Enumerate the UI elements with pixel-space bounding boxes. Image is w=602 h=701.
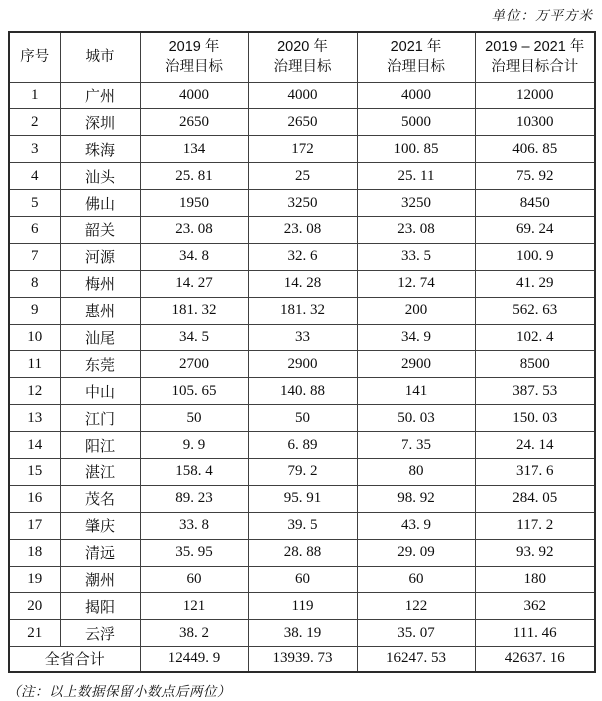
row-total-value: 117. 2 xyxy=(475,512,595,539)
row-index: 15 xyxy=(9,458,60,485)
row-2019-value: 4000 xyxy=(140,82,248,109)
header-2021-line1: 2021 年 xyxy=(390,39,442,56)
row-city: 广州 xyxy=(60,82,140,109)
table-row xyxy=(9,593,595,620)
row-index: 3 xyxy=(9,136,60,163)
row-2019-value: 25. 81 xyxy=(140,163,248,190)
row-2020-value: 4000 xyxy=(248,82,357,109)
row-2021-value: 50. 03 xyxy=(357,405,475,432)
row-2021-value: 122 xyxy=(357,593,475,620)
total-2019: 12449. 9 xyxy=(140,647,248,672)
row-index: 12 xyxy=(9,378,60,405)
row-2019-value: 14. 27 xyxy=(140,270,248,297)
row-2020-value: 25 xyxy=(248,163,357,190)
row-index: 2 xyxy=(9,109,60,136)
header-2019 xyxy=(140,32,248,82)
row-2019-value: 50 xyxy=(140,405,248,432)
row-2020-value: 23. 08 xyxy=(248,216,357,243)
row-2020-value: 2650 xyxy=(248,109,357,136)
row-city: 汕头 xyxy=(60,163,140,190)
row-total-value: 284. 05 xyxy=(475,485,595,512)
row-total-value: 75. 92 xyxy=(475,163,595,190)
header-2019-line2: 治理目标 xyxy=(165,59,223,76)
table-row xyxy=(9,216,595,243)
row-index: 4 xyxy=(9,163,60,190)
row-index: 6 xyxy=(9,216,60,243)
header-2020-line1: 2020 年 xyxy=(277,39,328,56)
row-2019-value: 34. 8 xyxy=(140,243,248,270)
row-2021-value: 43. 9 xyxy=(357,512,475,539)
row-2020-value: 95. 91 xyxy=(248,485,357,512)
row-index: 5 xyxy=(9,190,60,217)
row-city: 清远 xyxy=(60,539,140,566)
table-row xyxy=(9,485,595,512)
row-2021-value: 4000 xyxy=(357,82,475,109)
table-row xyxy=(9,512,595,539)
header-2021-line2: 治理目标 xyxy=(387,59,445,76)
row-2021-value: 5000 xyxy=(357,109,475,136)
table-row xyxy=(9,270,595,297)
row-city: 揭阳 xyxy=(60,593,140,620)
row-city: 云浮 xyxy=(60,620,140,647)
row-2020-value: 2900 xyxy=(248,351,357,378)
table-row xyxy=(9,566,595,593)
row-city: 韶关 xyxy=(60,216,140,243)
row-2021-value: 23. 08 xyxy=(357,216,475,243)
row-city: 梅州 xyxy=(60,270,140,297)
row-2020-value: 3250 xyxy=(248,190,357,217)
row-index: 1 xyxy=(9,82,60,109)
row-2019-value: 60 xyxy=(140,566,248,593)
row-total-value: 562. 63 xyxy=(475,297,595,324)
row-2021-value: 200 xyxy=(357,297,475,324)
row-index: 20 xyxy=(9,593,60,620)
row-total-value: 41. 29 xyxy=(475,270,595,297)
row-2020-value: 181. 32 xyxy=(248,297,357,324)
row-total-value: 111. 46 xyxy=(475,620,595,647)
row-city: 肇庆 xyxy=(60,512,140,539)
row-2019-value: 38. 2 xyxy=(140,620,248,647)
row-city: 中山 xyxy=(60,378,140,405)
row-index: 14 xyxy=(9,432,60,459)
row-2020-value: 119 xyxy=(248,593,357,620)
footnote: （注：以上数据保留小数点后两位） xyxy=(7,684,231,700)
row-2019-value: 2700 xyxy=(140,351,248,378)
row-2020-value: 14. 28 xyxy=(248,270,357,297)
row-index: 10 xyxy=(9,324,60,351)
row-2020-value: 28. 88 xyxy=(248,539,357,566)
row-2021-value: 25. 11 xyxy=(357,163,475,190)
row-2021-value: 141 xyxy=(357,378,475,405)
total-label: 全省合计 xyxy=(9,647,140,672)
row-city: 河源 xyxy=(60,243,140,270)
total-sum: 42637. 16 xyxy=(475,647,595,672)
header-index: 序号 xyxy=(9,32,60,82)
row-2019-value: 105. 65 xyxy=(140,378,248,405)
row-2019-value: 23. 08 xyxy=(140,216,248,243)
row-total-value: 8500 xyxy=(475,351,595,378)
row-2020-value: 79. 2 xyxy=(248,458,357,485)
row-2020-value: 38. 19 xyxy=(248,620,357,647)
row-city: 珠海 xyxy=(60,136,140,163)
row-city: 佛山 xyxy=(60,190,140,217)
row-city: 江门 xyxy=(60,405,140,432)
row-total-value: 362 xyxy=(475,593,595,620)
row-index: 8 xyxy=(9,270,60,297)
row-2020-value: 39. 5 xyxy=(248,512,357,539)
row-2021-value: 98. 92 xyxy=(357,485,475,512)
table-row xyxy=(9,458,595,485)
row-2021-value: 33. 5 xyxy=(357,243,475,270)
row-total-value: 10300 xyxy=(475,109,595,136)
header-total-line2: 治理目标合计 xyxy=(491,59,579,76)
table-row xyxy=(9,432,595,459)
row-2019-value: 35. 95 xyxy=(140,539,248,566)
row-2019-value: 33. 8 xyxy=(140,512,248,539)
row-2020-value: 6. 89 xyxy=(248,432,357,459)
row-total-value: 406. 85 xyxy=(475,136,595,163)
row-2019-value: 89. 23 xyxy=(140,485,248,512)
row-total-value: 12000 xyxy=(475,82,595,109)
row-2019-value: 1950 xyxy=(140,190,248,217)
row-index: 7 xyxy=(9,243,60,270)
row-city: 汕尾 xyxy=(60,324,140,351)
row-city: 深圳 xyxy=(60,109,140,136)
row-city: 阳江 xyxy=(60,432,140,459)
row-2021-value: 34. 9 xyxy=(357,324,475,351)
row-total-value: 8450 xyxy=(475,190,595,217)
row-city: 湛江 xyxy=(60,458,140,485)
row-city: 东莞 xyxy=(60,351,140,378)
row-2019-value: 134 xyxy=(140,136,248,163)
table-row xyxy=(9,243,595,270)
row-2021-value: 80 xyxy=(357,458,475,485)
table-row xyxy=(9,136,595,163)
row-2021-value: 12. 74 xyxy=(357,270,475,297)
row-2021-value: 2900 xyxy=(357,351,475,378)
row-city: 惠州 xyxy=(60,297,140,324)
table-header-row xyxy=(9,32,595,82)
table-row xyxy=(9,620,595,647)
header-2020-line2: 治理目标 xyxy=(273,59,332,76)
table-row xyxy=(9,351,595,378)
row-2019-value: 2650 xyxy=(140,109,248,136)
table-row xyxy=(9,163,595,190)
total-2021: 16247. 53 xyxy=(357,647,475,672)
header-total-line1: 2019 – 2021 年 xyxy=(485,39,585,56)
row-2021-value: 60 xyxy=(357,566,475,593)
row-2019-value: 181. 32 xyxy=(140,297,248,324)
header-total xyxy=(475,32,595,82)
row-index: 13 xyxy=(9,405,60,432)
row-2019-value: 9. 9 xyxy=(140,432,248,459)
row-index: 19 xyxy=(9,566,60,593)
table-row xyxy=(9,82,595,109)
total-2020: 13939. 73 xyxy=(248,647,357,672)
row-index: 9 xyxy=(9,297,60,324)
row-2019-value: 121 xyxy=(140,593,248,620)
row-total-value: 387. 53 xyxy=(475,378,595,405)
row-2020-value: 140. 88 xyxy=(248,378,357,405)
table-row xyxy=(9,539,595,566)
row-2021-value: 100. 85 xyxy=(357,136,475,163)
row-total-value: 100. 9 xyxy=(475,243,595,270)
header-2019-line1: 2019 年 xyxy=(168,39,220,56)
row-2021-value: 3250 xyxy=(357,190,475,217)
header-city: 城市 xyxy=(60,32,140,82)
row-total-value: 102. 4 xyxy=(475,324,595,351)
table-total-row xyxy=(9,647,595,672)
row-index: 17 xyxy=(9,512,60,539)
header-2021 xyxy=(357,32,475,82)
row-2020-value: 32. 6 xyxy=(248,243,357,270)
row-2020-value: 60 xyxy=(248,566,357,593)
table-row xyxy=(9,109,595,136)
header-2020 xyxy=(248,32,357,82)
row-city: 潮州 xyxy=(60,566,140,593)
row-2019-value: 34. 5 xyxy=(140,324,248,351)
table-row xyxy=(9,405,595,432)
row-total-value: 93. 92 xyxy=(475,539,595,566)
row-index: 21 xyxy=(9,620,60,647)
row-total-value: 180 xyxy=(475,566,595,593)
row-total-value: 24. 14 xyxy=(475,432,595,459)
row-city: 茂名 xyxy=(60,485,140,512)
table-body xyxy=(9,82,595,647)
row-2021-value: 29. 09 xyxy=(357,539,475,566)
row-2021-value: 35. 07 xyxy=(357,620,475,647)
row-total-value: 69. 24 xyxy=(475,216,595,243)
row-2019-value: 158. 4 xyxy=(140,458,248,485)
unit-label: 单位：万平方米 xyxy=(491,8,593,24)
row-2020-value: 33 xyxy=(248,324,357,351)
row-index: 16 xyxy=(9,485,60,512)
row-index: 18 xyxy=(9,539,60,566)
row-2020-value: 172 xyxy=(248,136,357,163)
table-row xyxy=(9,190,595,217)
table-row xyxy=(9,378,595,405)
row-total-value: 150. 03 xyxy=(475,405,595,432)
row-total-value: 317. 6 xyxy=(475,458,595,485)
row-index: 11 xyxy=(9,351,60,378)
targets-table xyxy=(8,31,596,673)
row-2021-value: 7. 35 xyxy=(357,432,475,459)
table-row xyxy=(9,324,595,351)
row-2020-value: 50 xyxy=(248,405,357,432)
table-row xyxy=(9,297,595,324)
